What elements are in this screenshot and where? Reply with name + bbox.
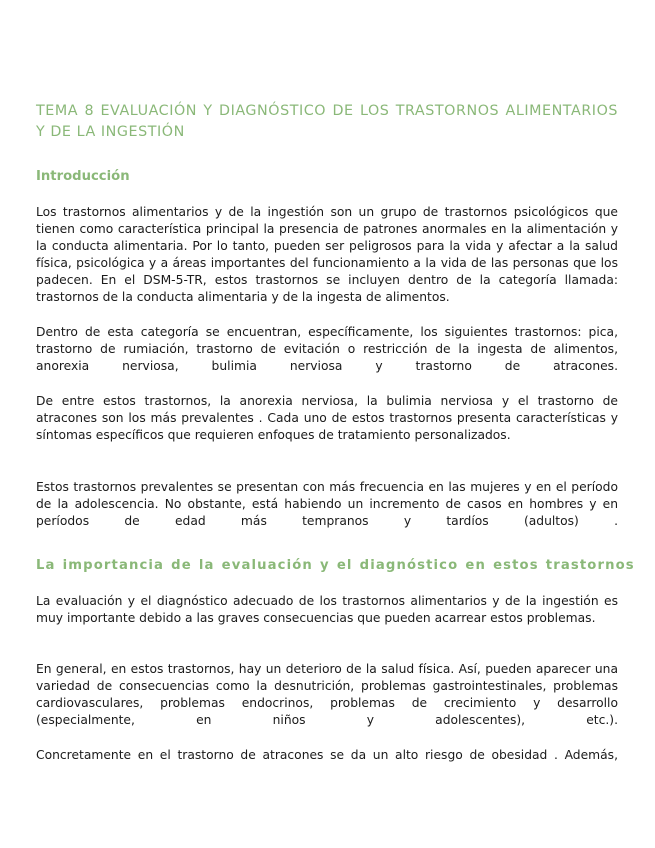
paragraph: Estos trastornos prevalentes se presentan con más frecuencia en las mujeres y en el período de la adolescencia. No obstante, está habiendo un incremento de casos en hombres y en períodos de edad más tempranos y tardíos (adultos) . [36, 480, 618, 529]
paragraph: De entre estos trastornos, la anorexia nerviosa, la bulimia nerviosa y el trastorno de atracones son los más prevalentes . Cada uno de estos trastornos presenta características y síntomas específicos que requieren enfoques de tratamiento personalizados. [36, 394, 618, 443]
paragraph: Los trastornos alimentarios y de la ingestión son un grupo de trastornos psicológicos que tienen como característica principal la presencia de patrones anormales en la alimentación y la conducta alimentaria. Por lo tanto, pueden ser peligrosos para la vida y afectar a la salud física, psicológica y a áreas importantes del funcionamiento a la vida de las personas que los padecen. En el DSM-5-TR, estos trastornos se incluyen dentro de la categoría llamada: trastornos de la conducta alimentaria y de la ingesta de alimentos. [36, 205, 618, 305]
section-heading-importance: La importancia de la evaluación y el diagnóstico en estos trastornos [36, 558, 635, 573]
paragraph: Concretamente en el trastorno de atracones se da un alto riesgo de obesidad . Además, [36, 748, 618, 762]
paragraph: Dentro de esta categoría se encuentran, específicamente, los siguientes trastornos: pica, trastorno de rumiación, trastorno de evitación o restricción de la ingesta de alimentos, anorexia nerviosa, bulimia nerviosa y trastorno de atracones. [36, 325, 618, 374]
paragraph: La evaluación y el diagnóstico adecuado de los trastornos alimentarios y de la ingestión es muy importante debido a las graves consecuencias que pueden acarrear estos problemas. [36, 594, 618, 626]
document-title: TEMA 8 EVALUACIÓN Y DIAGNÓSTICO DE LOS TRASTORNOS ALIMENTARIOS Y DE LA INGESTIÓN [36, 103, 618, 140]
paragraph: En general, en estos trastornos, hay un deterioro de la salud física. Así, pueden aparecer una variedad de consecuencias como la desnutrición, problemas gastrointestinales, problemas cardiovasculares, problemas endocrinos, problemas de crecimiento y desarrollo (especialmente, en niños y adolescentes), etc.). [36, 662, 618, 728]
section-heading-introduction: Introducción [36, 169, 130, 184]
